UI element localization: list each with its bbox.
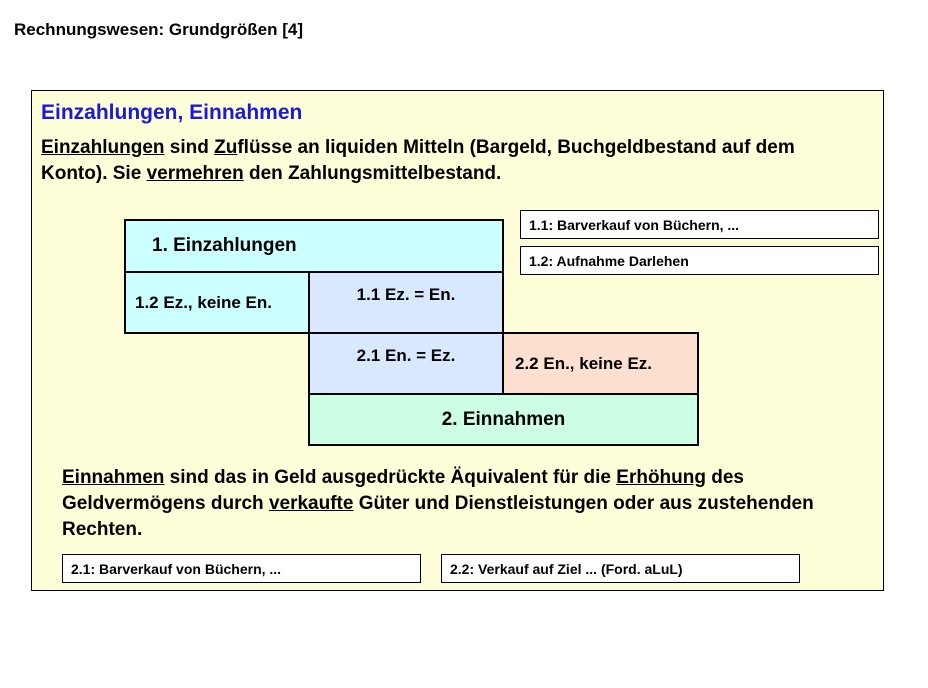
term-einnahmen: Einnahmen [62,467,165,488]
box-ez-gleich-en [308,271,504,334]
definition-text: Güter und Dienstleistungen oder aus zustehenden Rechten. [62,493,814,540]
box-label: 2.2 En., keine Ez. [515,353,653,373]
definition-einzahlungen [41,135,831,187]
example-2-2: 2.2: Verkauf auf Ziel ... (Ford. aLuL) [441,554,800,583]
box-einzahlungen [124,219,504,273]
definition-text: sind [164,137,215,158]
box-label: 1.1 Ez. = En. [356,285,456,304]
box-label: 1.2 Ez., keine En. [135,292,273,312]
definition-text: flüsse an liquiden Mitteln (Bargeld, Buchgeldbestand auf dem Konto). Sie [41,137,795,184]
box-en-keine-ez [502,332,699,395]
term-einzahlungen: Einzahlungen [41,137,165,158]
term-erhoehung: Erhöhung [616,467,706,488]
box-label: 1. Einzahlungen [152,235,297,256]
content-panel [31,90,884,591]
box-ez-keine-en [124,271,310,334]
definition-text: sind das in Geld ausgedrückte Äquivalent für die [164,467,617,488]
example-2-1: 2.1: Barverkauf von Büchern, ... [62,554,421,583]
section-title: Einzahlungen, Einnahmen [41,101,303,124]
box-einnahmen [308,393,699,446]
definition-text: den Zahlungsmittelbestand. [243,163,502,184]
page-title: Rechnungswesen: Grundgrößen [4] [14,20,304,39]
term-zu: Zu [214,137,238,158]
box-label: 2.1 En. = Ez. [356,346,456,365]
definition-einnahmen [62,465,862,543]
box-label: 2. Einnahmen [441,408,566,430]
term-verkaufte: verkaufte [268,493,354,514]
term-vermehren: vermehren [146,163,244,184]
box-en-gleich-ez [308,332,504,395]
example-1-2: 1.2: Aufnahme Darlehen [520,246,879,275]
definition-text: des Geldvermögens durch [62,467,745,514]
example-1-1: 1.1: Barverkauf von Büchern, ... [520,210,879,239]
